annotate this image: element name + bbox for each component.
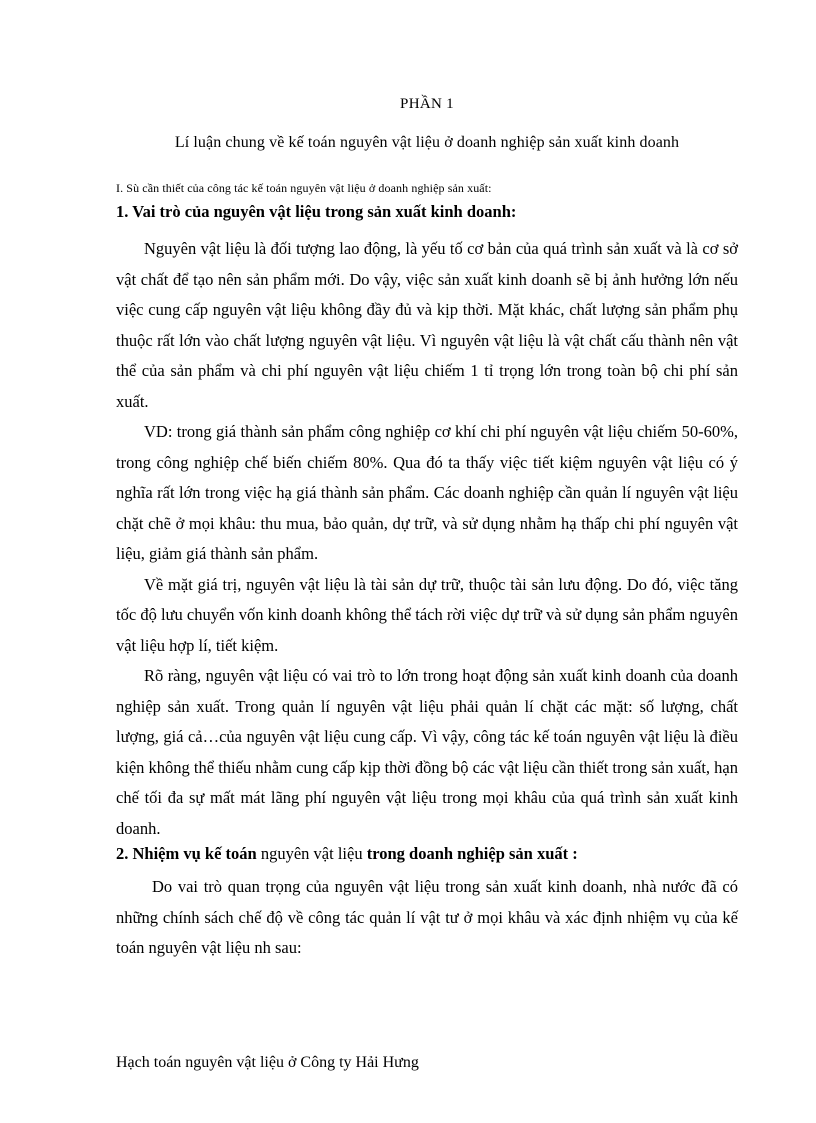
chapter-title: Lí luận chung về kế toán nguyên vật liệu ở doanh nghiệp sản xuất kinh doanh — [174, 134, 680, 151]
paragraph: Rõ ràng, nguyên vật liệu có vai trò to lớn trong hoạt động sản xuất kinh doanh của doanh nghiệp sản xuất. Trong quản lí nguyên vật liệu phải quản lí chặt các mặt: số lượng, chất lượng, giá cả…của nguyên vật liệu cung cấp. Vì vậy, công tác kế toán nguyên vật liệu là điều kiện không thể thiếu nhằm cung cấp kịp thời đồng bộ các vật liệu cần thiết trong sản xuất, hạn chế tối đa sự mất mát lãng phí nguyên vật liệu trong mọi khâu của quá trình sản xuất kinh doanh. — [116, 666, 738, 838]
heading-2-plain: nguyên vật liệu — [256, 844, 367, 863]
part-title: PHẦN 1 — [400, 96, 454, 112]
paragraph: Do vai trò quan trọng của nguyên vật liệu trong sản xuất kinh doanh, nhà nước đã có những chính sách chế độ về công tác quản lí vật tư ở mọi khâu và xác định nhiệm vụ của kế toán nguyên vật liệu nh sau: — [116, 877, 738, 957]
paragraph: Về mặt giá trị, nguyên vật liệu là tài sản dự trữ, thuộc tài sản lưu động. Do đó, việc tăng tốc độ lưu chuyển vốn kinh doanh không thể tách rời việc dự trữ và sử dụng sản phẩm nguyên vật liệu hợp lí, tiết kiệm. — [116, 574, 738, 655]
heading-2-bold-b: trong doanh nghiệp sản xuất : — [366, 844, 578, 863]
page-footer: Hạch toán nguyên vật liệu ở Công ty Hải Hưng — [116, 1054, 419, 1071]
subsection-heading-2 — [116, 844, 738, 864]
heading-2-bold-a: 2. Nhiệm vụ kế toán — [116, 844, 257, 863]
paragraph: VD: trong giá thành sản phẩm công nghiệp cơ khí chi phí nguyên vật liệu chiếm 50-60%, trong công nghiệp chế biến chiếm 80%. Qua đó ta thấy việc tiết kiệm nguyên vật liệu có ý nghĩa rất lớn trong việc hạ giá thành sản phẩm. Các doanh nghiệp cần quản lí nguyên vật liệu chặt chẽ ở mọi khâu: thu mua, bảo quản, dự trữ, và sử dụng nhằm hạ thấp chi phí nguyên vật liệu, giảm giá thành sản phẩm. — [116, 422, 738, 563]
section-heading: I. Sù cần thiết của công tác kế toán nguyên vật liệu ở doanh nghiệp sản xuất: — [116, 181, 492, 195]
paragraph: Nguyên vật liệu là đối tượng lao động, là yếu tố cơ bản của quá trình sản xuất và là cơ sở vật chất để tạo nên sản phẩm mới. Do vậy, việc sản xuất kinh doanh sẽ bị ảnh hưởng lớn nếu việc cung cấp nguyên vật liệu không đầy đủ và kịp thời. Mặt khác, chất lượng sản phẩm phụ thuộc rất lớn vào chất lượng nguyên vật liệu. Vì nguyên vật liệu là vật chất cấu thành nên vật thể của sản phẩm và chi phí nguyên vật liệu chiếm 1 tỉ trọng lớn trong toàn bộ chi phí sản xuất. — [116, 239, 738, 411]
document-body — [116, 96, 738, 964]
subsection-heading-1: 1. Vai trò của nguyên vật liệu trong sản xuất kinh doanh: — [116, 202, 517, 221]
